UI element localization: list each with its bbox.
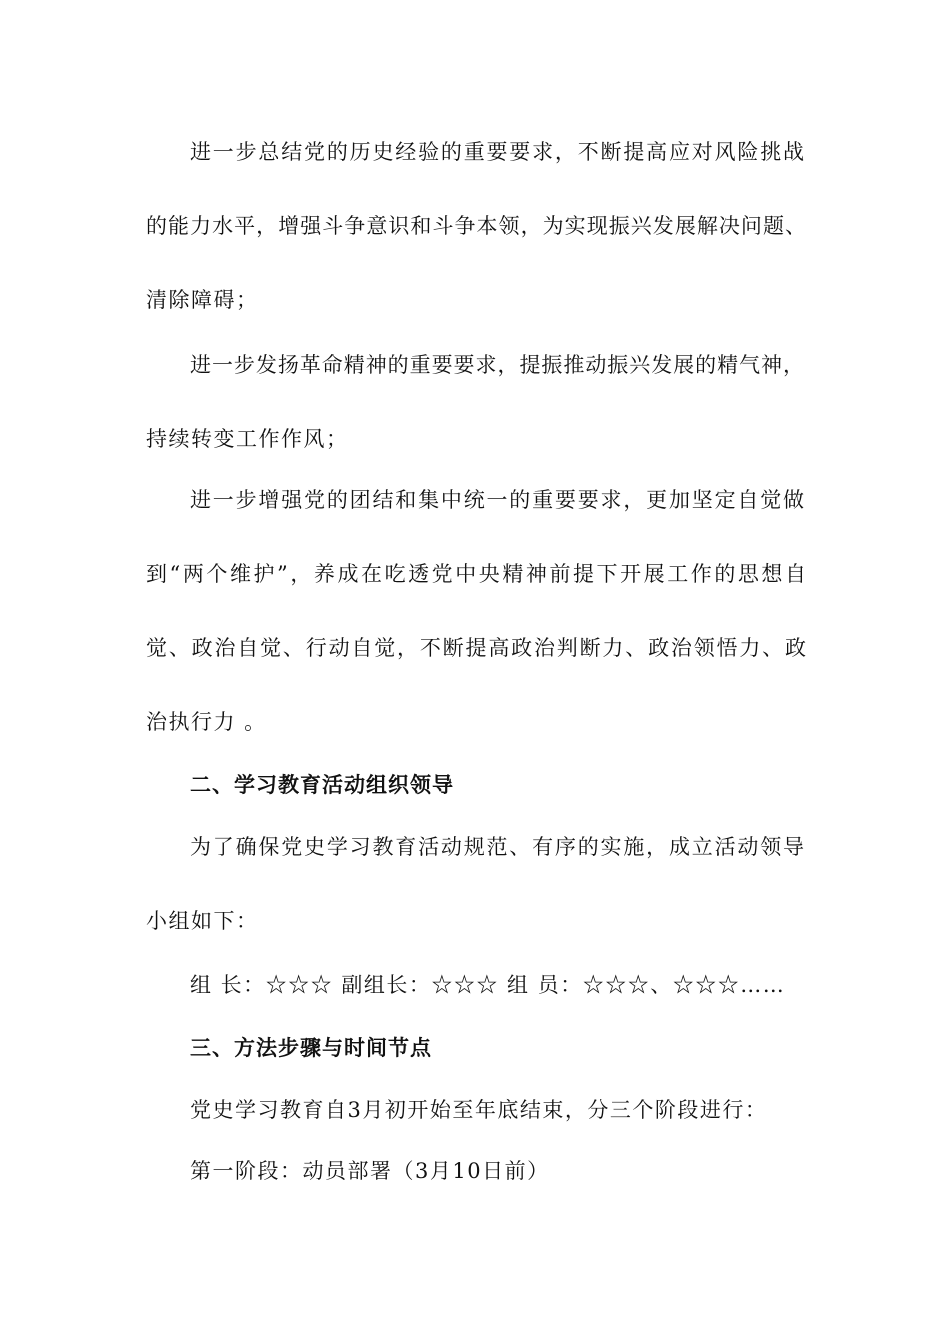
leadership-group-line: 组 长：☆☆☆ 副组长：☆☆☆ 组 员：☆☆☆、☆☆☆…… [190, 973, 786, 997]
paragraph-line-2: 的能力水平，增强斗争意识和斗争本领，为实现振兴发展解决问题、 [146, 214, 806, 238]
paragraph-line-8: 觉、政治自觉、行动自觉，不断提高政治判断力、政治领悟力、政 [146, 636, 806, 660]
paragraph-line-7: 到“两个维护”，养成在吃透党中央精神前提下开展工作的思想自 [146, 562, 806, 586]
paragraph-line-4: 进一步发扬革命精神的重要要求，提振推动振兴发展的精气神， [190, 353, 804, 377]
paragraph-line-12: 党史学习教育自3月初开始至年底结束，分三个阶段进行： [190, 1098, 768, 1122]
paragraph-line-11: 小组如下： [146, 909, 259, 933]
paragraph-line-6: 进一步增强党的团结和集中统一的重要要求，更加坚定自觉做 [190, 488, 804, 512]
section-heading-3: 三、方法步骤与时间节点 [190, 1036, 432, 1060]
paragraph-line-10: 为了确保党史学习教育活动规范、有序的实施，成立活动领导 [190, 835, 804, 859]
section-heading-2: 二、学习教育活动组织领导 [190, 773, 454, 797]
paragraph-line-9: 治执行力 。 [146, 710, 267, 734]
paragraph-line-1: 进一步总结党的历史经验的重要要求，不断提高应对风险挑战 [190, 140, 804, 164]
stage-one-line: 第一阶段：动员部署（3月10日前） [190, 1159, 550, 1183]
paragraph-line-5: 持续转变工作作风； [146, 427, 349, 451]
paragraph-line-3: 清除障碍； [146, 288, 259, 312]
